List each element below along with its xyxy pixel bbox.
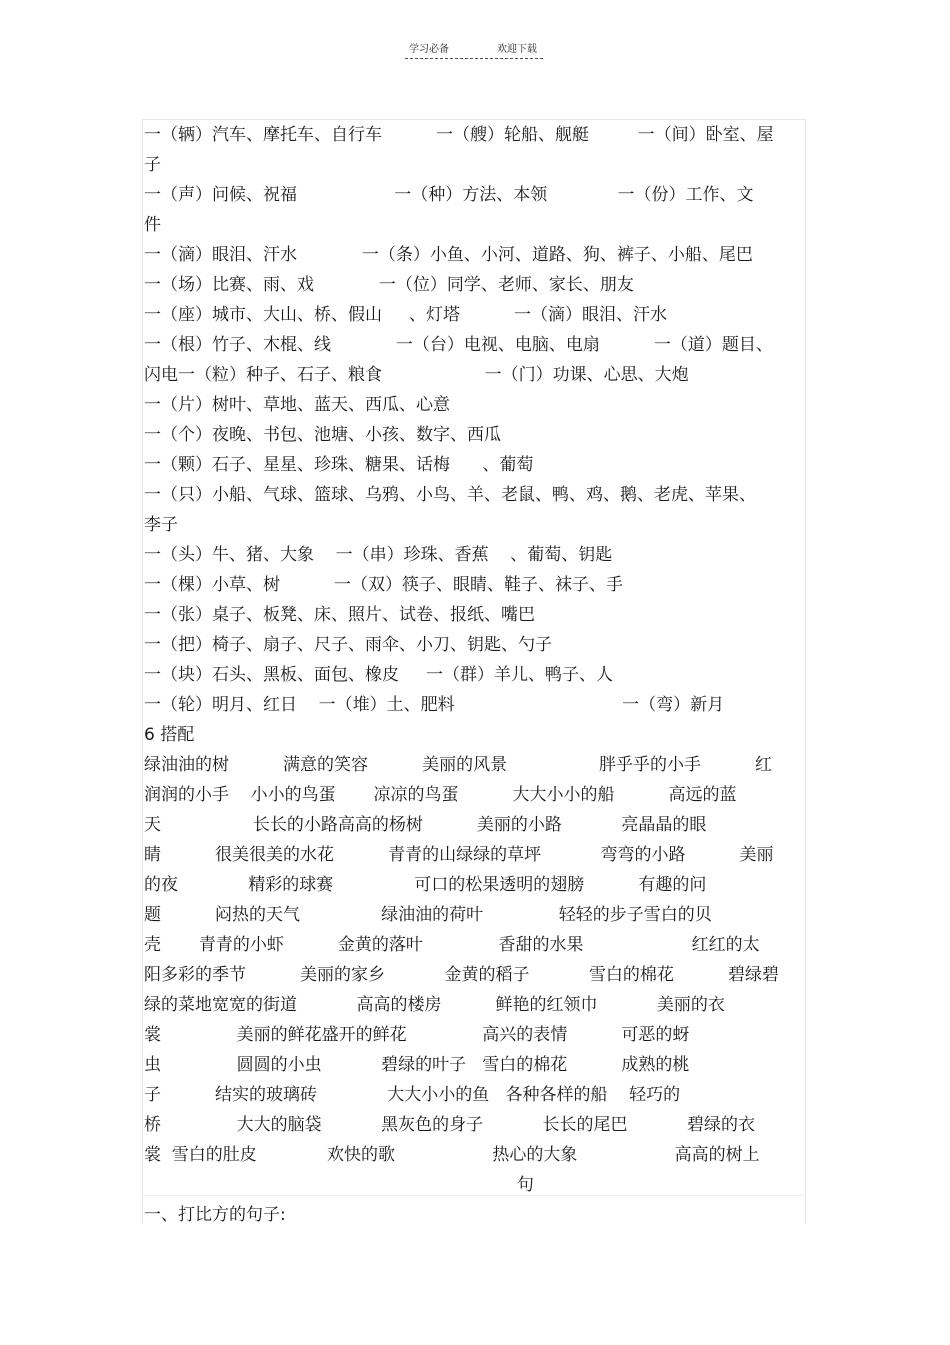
text-line: 一（根）竹子、木棍、线 一（台）电视、电脑、电扇 一（道）题目、 [144, 335, 773, 355]
text-line: 绿的菜地宽宽的街道 高高的楼房 鲜艳的红领巾 美丽的衣 [144, 995, 725, 1015]
text-line: 一（个）夜晚、书包、池塘、小孩、数字、西瓜 [144, 425, 501, 445]
text-line: 的夜 精彩的球赛 可口的松果透明的翅膀 有趣的问 [144, 875, 707, 895]
text-line: 一（片）树叶、草地、蓝天、西瓜、心意 [144, 395, 450, 415]
text-line: 一（滴）眼泪、汗水 一（条）小鱼、小河、道路、狗、裤子、小船、尾巴 [144, 245, 753, 265]
text-line: 李子 [144, 515, 178, 535]
text-line: 一（轮）明月、红日 一（堆）土、肥料 一（弯）新月 [144, 695, 725, 715]
section-heading: 6 搭配 [144, 725, 195, 745]
header-left-text: 学习必备 [409, 44, 449, 55]
document-body [144, 120, 804, 1230]
text-line: 闪电一（粒）种子、石子、粮食 一（门）功课、心思、大炮 [144, 365, 689, 385]
text-line: 一（声）问候、祝福 一（种）方法、本领 一（份）工作、文 [144, 185, 754, 205]
header-right-text: 欢迎下载 [497, 44, 537, 55]
text-line: 题 闷热的天气 绿油油的荷叶 轻轻的步子雪白的贝 [144, 905, 712, 925]
frame-left-border [142, 119, 143, 1224]
frame-right-border [805, 119, 806, 1224]
text-line: 睛 很美很美的水花 青青的山绿绿的草坪 弯弯的小路 美丽 [144, 845, 774, 865]
text-line: 阳多彩的季节 美丽的家乡 金黄的稻子 雪白的棉花 碧绿碧 [144, 965, 779, 985]
text-line: 一（块）石头、黑板、面包、橡皮 一（群）羊儿、鸭子、人 [144, 665, 614, 685]
text-line: 虫 圆圆的小虫 碧绿的叶子 雪白的棉花 成熟的桃 [144, 1055, 690, 1075]
text-line: 一（把）椅子、扇子、尺子、雨伞、小刀、钥匙、勺子 [144, 635, 552, 655]
text-line: 子 [144, 155, 161, 175]
text-line: 一（场）比赛、雨、戏 一（位）同学、老师、家长、朋友 [144, 275, 634, 295]
text-line: 子 结实的玻璃砖 大大小小的鱼 各种各样的船 轻巧的 [144, 1085, 681, 1105]
text-line: 一（棵）小草、树 一（双）筷子、眼睛、鞋子、袜子、手 [144, 575, 624, 595]
text-line: 一（头）牛、猪、大象 一（串）珍珠、香蕉 、葡萄、钥匙 [144, 545, 613, 565]
text-line: 一（张）桌子、板凳、床、照片、试卷、报纸、嘴巴 [144, 605, 535, 625]
text-line: 裳 雪白的肚皮 欢快的歌 热心的大象 高高的树上 [144, 1145, 760, 1165]
text-line: 件 [144, 215, 161, 235]
text-line: 天 长长的小路高高的杨树 美丽的小路 亮晶晶的眼 [144, 815, 707, 835]
text-line: 裳 美丽的鲜花盛开的鲜花 高兴的表情 可恶的蚜 [144, 1025, 690, 1045]
section-heading: 一、打比方的句子: [144, 1205, 286, 1225]
text-line: 一（辆）汽车、摩托车、自行车 一（艘）轮船、舰艇 一（间）卧室、屋 [144, 125, 774, 145]
page-header [405, 38, 543, 59]
text-line: 一（座）城市、大山、桥、假山 、灯塔 一（滴）眼泪、汗水 [144, 305, 668, 325]
text-line: 一（颗）石子、星星、珍珠、糖果、话梅 、葡萄 [144, 455, 534, 475]
text-line: 一（只）小船、气球、篮球、乌鸦、小鸟、羊、老鼠、鸭、鸡、鹅、老虎、苹果、 [144, 485, 756, 505]
text-line: 桥 大大的脑袋 黑灰色的身子 长长的尾巴 碧绿的衣 [144, 1115, 755, 1135]
text-line: 壳 青青的小虾 金黄的落叶 香甜的水果 红红的太 [144, 935, 760, 955]
section-heading: 句 [144, 1175, 534, 1195]
text-line: 润润的小手 小小的鸟蛋 凉凉的鸟蛋 大大小小的船 高远的蓝 [144, 785, 737, 805]
text-line: 绿油油的树 满意的笑容 美丽的风景 胖乎乎的小手 红 [144, 755, 772, 775]
